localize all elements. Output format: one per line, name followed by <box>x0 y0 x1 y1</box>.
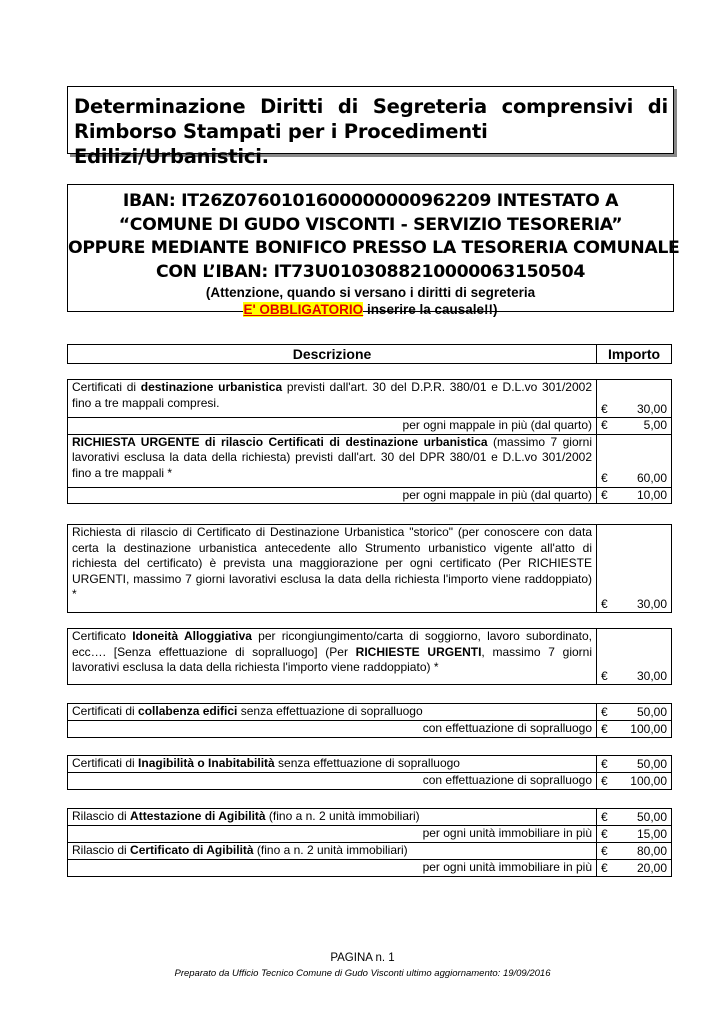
section-idoneita-alloggiativa <box>67 628 672 685</box>
table-row <box>68 525 672 613</box>
row-amount: € 15,00 <box>597 826 672 843</box>
row-amount: € 10,00 <box>597 487 672 504</box>
row-description: Certificati di collabenza edifici senza effettuazione di sopralluogo <box>68 704 597 721</box>
row-amount: € 100,00 <box>597 721 672 738</box>
section-destinazione-urbanistica <box>67 379 672 504</box>
iban-line-2: “COMUNE DI GUDO VISCONTI - SERVIZIO TESORERIA” <box>118 214 623 235</box>
iban-line-3: OPPURE MEDIANTE BONIFICO PRESSO LA TESORERIA COMUNALE <box>68 238 680 258</box>
document-title-box <box>67 86 674 168</box>
table-row <box>68 843 672 860</box>
table-row <box>68 773 672 790</box>
table-row <box>68 809 672 826</box>
row-amount: € 60,00 <box>597 434 672 487</box>
table-row <box>68 756 672 773</box>
row-description: Certificato Idoneità Alloggiativa per ricongiungimento/carta di soggiorno, lavoro subordinato, ecc…. [Senza effettuazione di sopralluogo] (Per RICHIESTE URGENTI, massimo 7 giorni lavorativi esclusa la data della richiesta l'importo viene raddoppiato) * <box>68 629 597 685</box>
table-row <box>68 434 672 487</box>
section-cdu-storico <box>67 524 672 613</box>
table-row <box>68 826 672 843</box>
row-amount: € 20,00 <box>597 860 672 877</box>
row-amount: € 50,00 <box>597 809 672 826</box>
table-row <box>68 704 672 721</box>
row-description: per ogni mappale in più (dal quarto) <box>68 418 597 435</box>
row-description: Richiesta di rilascio di Certificato di Destinazione Urbanistica "storico" (per conoscere con data certa la destinazione urbanistica antecedente allo Strumento urbanistico vigente all'atto di richiesta del certificato) è prevista una maggiorazione per ogni certificato (Per RICHIESTE URGENTI, massimo 7 giorni lavorativi esclusa la data della richiesta l'importo viene raddoppiato) * <box>68 525 597 613</box>
title-line-1: Determinazione Diritti di Segreteria comprensivi di <box>74 95 668 118</box>
iban-line-1: IBAN: IT26Z0760101600000000962209 INTESTATO A <box>122 191 619 211</box>
row-amount: € 30,00 <box>597 629 672 685</box>
row-amount: € 30,00 <box>597 525 672 613</box>
table-row <box>68 629 672 685</box>
obbligatorio-highlight: E' OBBLIGATORIO <box>243 302 364 317</box>
table-row <box>68 418 672 435</box>
row-description: con effettuazione di sopralluogo <box>68 721 597 738</box>
table-row <box>68 487 672 504</box>
row-amount: € 80,00 <box>597 843 672 860</box>
section-collabenza <box>67 703 672 738</box>
title-line-2: Rimborso Stampati per i Procedimenti Edilizi/Urbanistici. <box>74 120 488 168</box>
footer-prepared-by: Preparato da Ufficio Tecnico Comune di Gudo Visconti ultimo aggiornamento: 19/09/2016 <box>174 968 551 979</box>
section-inagibilita <box>67 755 672 790</box>
page-number: PAGINA n. 1 <box>330 952 395 964</box>
iban-note-1: (Attenzione, quando si versano i diritti di segreteria <box>205 285 536 300</box>
iban-line-4: CON L’IBAN: IT73U0103088210000063150504 <box>155 261 585 282</box>
section-agibilita <box>67 808 672 877</box>
row-amount: € 30,00 <box>597 380 672 418</box>
row-description: Rilascio di Attestazione di Agibilità (fino a n. 2 unità immobiliari) <box>68 809 597 826</box>
table-row <box>68 721 672 738</box>
row-amount: € 50,00 <box>597 704 672 721</box>
iban-note-2 <box>68 301 673 318</box>
row-description: per ogni mappale in più (dal quarto) <box>68 487 597 504</box>
header-amount: Importo <box>597 345 672 364</box>
row-description: per ogni unità immobiliare in più <box>68 826 597 843</box>
table-row <box>68 860 672 877</box>
row-description: Rilascio di Certificato di Agibilità (fino a n. 2 unità immobiliari) <box>68 843 597 860</box>
row-description: con effettuazione di sopralluogo <box>68 773 597 790</box>
row-amount: € 100,00 <box>597 773 672 790</box>
row-description: Certificati di Inagibilità o Inabitabilità senza effettuazione di sopralluogo <box>68 756 597 773</box>
iban-box <box>67 184 680 317</box>
row-amount: € 50,00 <box>597 756 672 773</box>
iban-note-2-rest: inserire la causale!!) <box>363 302 498 317</box>
row-description: Certificati di destinazione urbanistica previsti dall'art. 30 del D.P.R. 380/01 e D.L.vo 301/2002 fino a tre mappali compresi. <box>68 380 597 418</box>
row-description: per ogni unità immobiliare in più <box>68 860 597 877</box>
row-amount: € 5,00 <box>597 418 672 435</box>
table-header <box>67 344 672 364</box>
row-description: RICHIESTA URGENTE di rilascio Certificati di destinazione urbanistica (massimo 7 giorni lavorativi esclusa la data della richiesta) previsti dall'art. 30 del DPR 380/01 e D.L.vo 301/2002 fino a tre mappali * <box>68 434 597 487</box>
table-row <box>68 380 672 418</box>
header-description: Descrizione <box>68 345 597 364</box>
